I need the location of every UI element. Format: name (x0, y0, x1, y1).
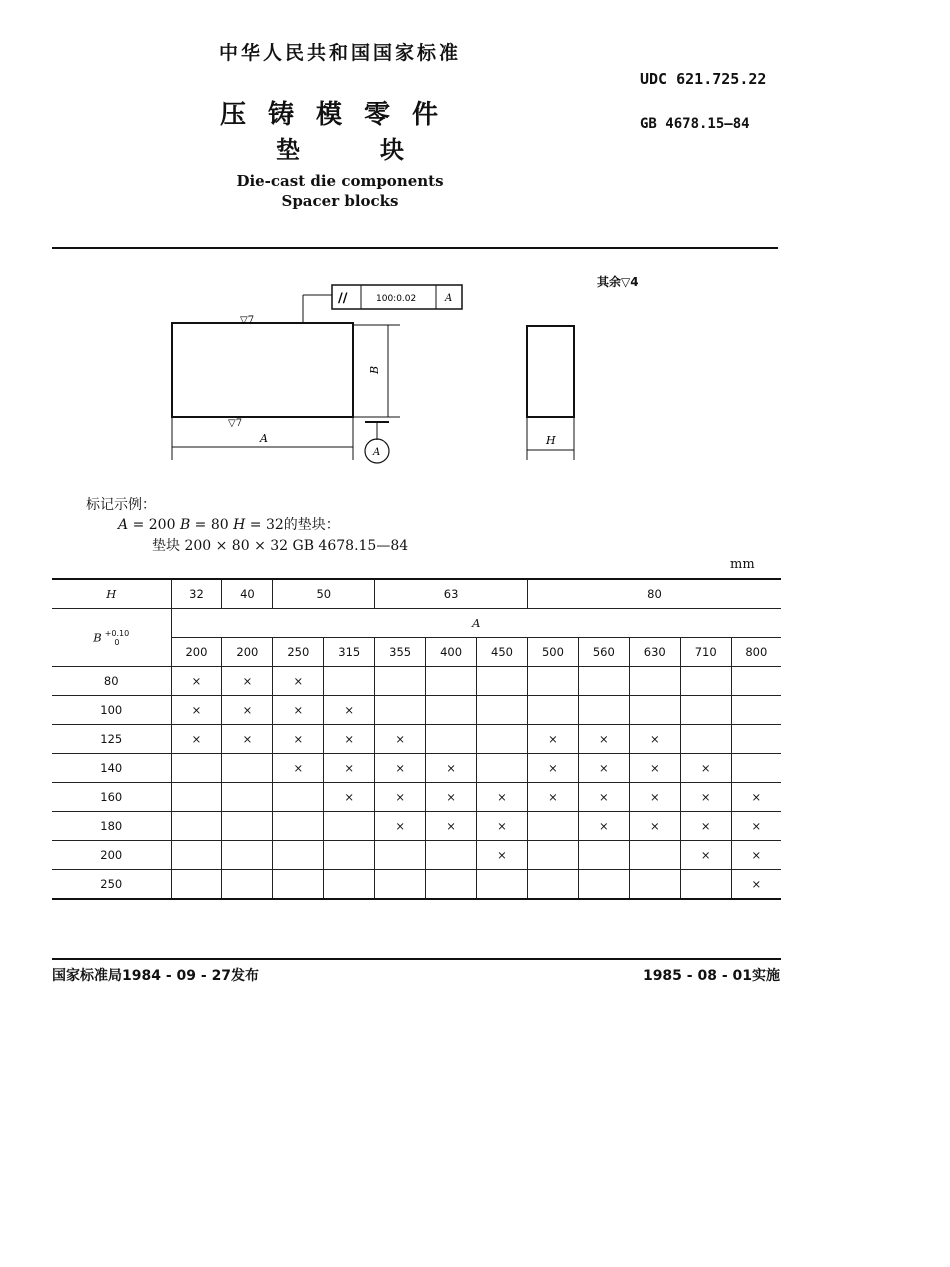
availability-cell (578, 841, 629, 870)
availability-cell (375, 870, 426, 900)
availability-cell: × (171, 696, 222, 725)
a-value: 630 (629, 638, 680, 667)
availability-cell: × (426, 812, 477, 841)
example-a-value: = 200 (128, 517, 180, 533)
a-value: 450 (477, 638, 528, 667)
availability-cell (578, 696, 629, 725)
availability-cell (171, 783, 222, 812)
availability-cell: × (273, 667, 324, 696)
availability-cell (426, 667, 477, 696)
a-header: A (171, 609, 781, 638)
table-row (52, 841, 781, 870)
availability-cell: × (222, 667, 273, 696)
availability-cell (324, 870, 375, 900)
availability-cell (731, 696, 781, 725)
availability-cell: × (426, 754, 477, 783)
availability-cell (273, 870, 324, 900)
a-value: 315 (324, 638, 375, 667)
availability-cell (629, 870, 680, 900)
availability-cell: × (731, 812, 781, 841)
availability-cell: × (578, 754, 629, 783)
b-tolerance-lower: 0 (114, 637, 120, 647)
subtitle-cn-char-2: 块 (380, 136, 404, 164)
marking-example-label: 标记示例： (86, 497, 156, 513)
marking-example-line-2: 垫块 200 × 80 × 32 GB 4678.15—84 (152, 538, 409, 554)
availability-cell (527, 696, 578, 725)
b-value: 125 (52, 725, 171, 754)
availability-cell: × (273, 696, 324, 725)
availability-cell: × (324, 754, 375, 783)
a-value: 710 (680, 638, 731, 667)
surface-finish-note: 其余▽4 (597, 275, 639, 289)
availability-cell: × (324, 696, 375, 725)
availability-cell (477, 725, 528, 754)
h-value: 63 (375, 579, 528, 609)
marking-example-line-1 (118, 514, 340, 534)
availability-cell (527, 667, 578, 696)
availability-cell (273, 841, 324, 870)
availability-cell (273, 783, 324, 812)
availability-cell: × (171, 667, 222, 696)
availability-cell: × (629, 812, 680, 841)
table-row (52, 754, 781, 783)
unit-label: mm (730, 557, 755, 572)
availability-cell (222, 754, 273, 783)
availability-cell: × (629, 754, 680, 783)
a-value: 200 (222, 638, 273, 667)
availability-cell: × (477, 783, 528, 812)
table-row (52, 783, 781, 812)
dim-h-label: H (546, 434, 556, 447)
availability-cell: × (680, 841, 731, 870)
availability-cell (629, 696, 680, 725)
b-header-symbol: B (93, 630, 102, 644)
availability-cell: × (324, 725, 375, 754)
table-row (52, 812, 781, 841)
availability-cell (324, 812, 375, 841)
a-value: 800 (731, 638, 781, 667)
example-h-value: = 32的垫块： (245, 517, 340, 533)
standard-number: GB 4678.15—84 (640, 116, 750, 132)
availability-cell (477, 870, 528, 900)
availability-cell: × (680, 812, 731, 841)
side-view-outline (527, 326, 574, 417)
a-value: 355 (375, 638, 426, 667)
availability-cell: × (680, 783, 731, 812)
subtitle-cn-char-1: 垫 (276, 136, 300, 164)
availability-cell: × (222, 696, 273, 725)
b-value: 100 (52, 696, 171, 725)
subtitle-en: Spacer blocks (281, 192, 399, 210)
availability-cell (375, 667, 426, 696)
availability-cell (426, 696, 477, 725)
availability-cell (680, 725, 731, 754)
availability-cell: × (375, 783, 426, 812)
availability-cell: × (731, 870, 781, 900)
availability-cell (222, 812, 273, 841)
datum-label: A (373, 447, 381, 458)
b-value: 180 (52, 812, 171, 841)
availability-cell: × (426, 783, 477, 812)
h-header: H (52, 579, 171, 609)
availability-cell: × (273, 754, 324, 783)
availability-cell (171, 870, 222, 900)
availability-cell (375, 696, 426, 725)
effective-date: 1985 - 08 - 01实施 (642, 968, 780, 984)
availability-cell (527, 870, 578, 900)
availability-cell (629, 841, 680, 870)
h-value: 40 (222, 579, 273, 609)
availability-cell (578, 870, 629, 900)
dim-b-label: B (368, 365, 381, 374)
a-value: 200 (171, 638, 222, 667)
b-value: 200 (52, 841, 171, 870)
tolerance-datum: A (445, 293, 453, 304)
availability-cell: × (222, 725, 273, 754)
availability-cell (426, 841, 477, 870)
availability-cell (731, 667, 781, 696)
b-tolerance (105, 629, 130, 647)
a-value: 500 (527, 638, 578, 667)
parallelism-icon: // (338, 291, 348, 306)
availability-cell (273, 812, 324, 841)
availability-cell (680, 696, 731, 725)
availability-cell: × (629, 783, 680, 812)
example-a: A (118, 517, 129, 533)
b-value: 80 (52, 667, 171, 696)
h-value: 32 (171, 579, 222, 609)
availability-cell: × (731, 841, 781, 870)
availability-cell (578, 667, 629, 696)
availability-cell: × (375, 725, 426, 754)
availability-cell: × (680, 754, 731, 783)
availability-cell (731, 754, 781, 783)
h-value: 50 (273, 579, 375, 609)
availability-cell: × (629, 725, 680, 754)
availability-cell (527, 841, 578, 870)
availability-cell (731, 725, 781, 754)
b-tolerance-upper: +0.10 (104, 628, 130, 638)
roughness-bottom: ▽7 (228, 418, 243, 429)
subtitle-cn (185, 130, 495, 165)
b-value: 140 (52, 754, 171, 783)
availability-cell: × (477, 841, 528, 870)
availability-cell: × (375, 812, 426, 841)
front-view-outline (172, 323, 353, 417)
example-b: B (179, 517, 191, 533)
footer-rule (52, 958, 781, 960)
availability-cell: × (527, 754, 578, 783)
availability-cell (477, 667, 528, 696)
availability-cell (477, 696, 528, 725)
dimension-table (52, 578, 781, 900)
dim-a-label: A (260, 432, 268, 445)
a-value: 250 (273, 638, 324, 667)
availability-cell (527, 812, 578, 841)
availability-cell (629, 667, 680, 696)
table-row (52, 696, 781, 725)
availability-cell: × (578, 812, 629, 841)
a-value: 400 (426, 638, 477, 667)
availability-cell (171, 841, 222, 870)
availability-cell (426, 725, 477, 754)
availability-cell (680, 667, 731, 696)
publication-date: 国家标准局1984 - 09 - 27发布 (52, 968, 260, 984)
title-cn: 压铸模零件 (219, 100, 460, 130)
issuing-authority: 中华人民共和国国家标准 (218, 42, 461, 64)
h-row (52, 579, 781, 609)
availability-cell (222, 841, 273, 870)
header-rule (52, 247, 778, 249)
availability-cell: × (375, 754, 426, 783)
h-value: 80 (527, 579, 781, 609)
availability-cell: × (578, 783, 629, 812)
availability-cell: × (273, 725, 324, 754)
availability-cell (680, 870, 731, 900)
availability-cell: × (527, 725, 578, 754)
availability-cell (477, 754, 528, 783)
title-en: Die-cast die components (236, 172, 444, 190)
availability-cell (375, 841, 426, 870)
a-value: 560 (578, 638, 629, 667)
availability-cell: × (477, 812, 528, 841)
table-row (52, 870, 781, 900)
availability-cell (222, 783, 273, 812)
example-h: H (233, 517, 246, 533)
tolerance-value: 100:0.02 (376, 294, 417, 304)
availability-cell (222, 870, 273, 900)
availability-cell: × (324, 783, 375, 812)
availability-cell (171, 754, 222, 783)
roughness-top: ▽7 (240, 315, 255, 326)
availability-cell (171, 812, 222, 841)
a-header-row (52, 609, 781, 638)
udc-code: UDC 621.725.22 (640, 70, 767, 88)
example-b-value: = 80 (190, 517, 234, 533)
availability-cell: × (171, 725, 222, 754)
availability-cell: × (527, 783, 578, 812)
availability-cell: × (731, 783, 781, 812)
b-value: 160 (52, 783, 171, 812)
availability-cell (324, 841, 375, 870)
availability-cell (426, 870, 477, 900)
b-value: 250 (52, 870, 171, 900)
table-row (52, 667, 781, 696)
b-header (52, 609, 171, 667)
availability-cell (324, 667, 375, 696)
availability-cell: × (578, 725, 629, 754)
part-drawing (150, 280, 590, 470)
table-row (52, 725, 781, 754)
